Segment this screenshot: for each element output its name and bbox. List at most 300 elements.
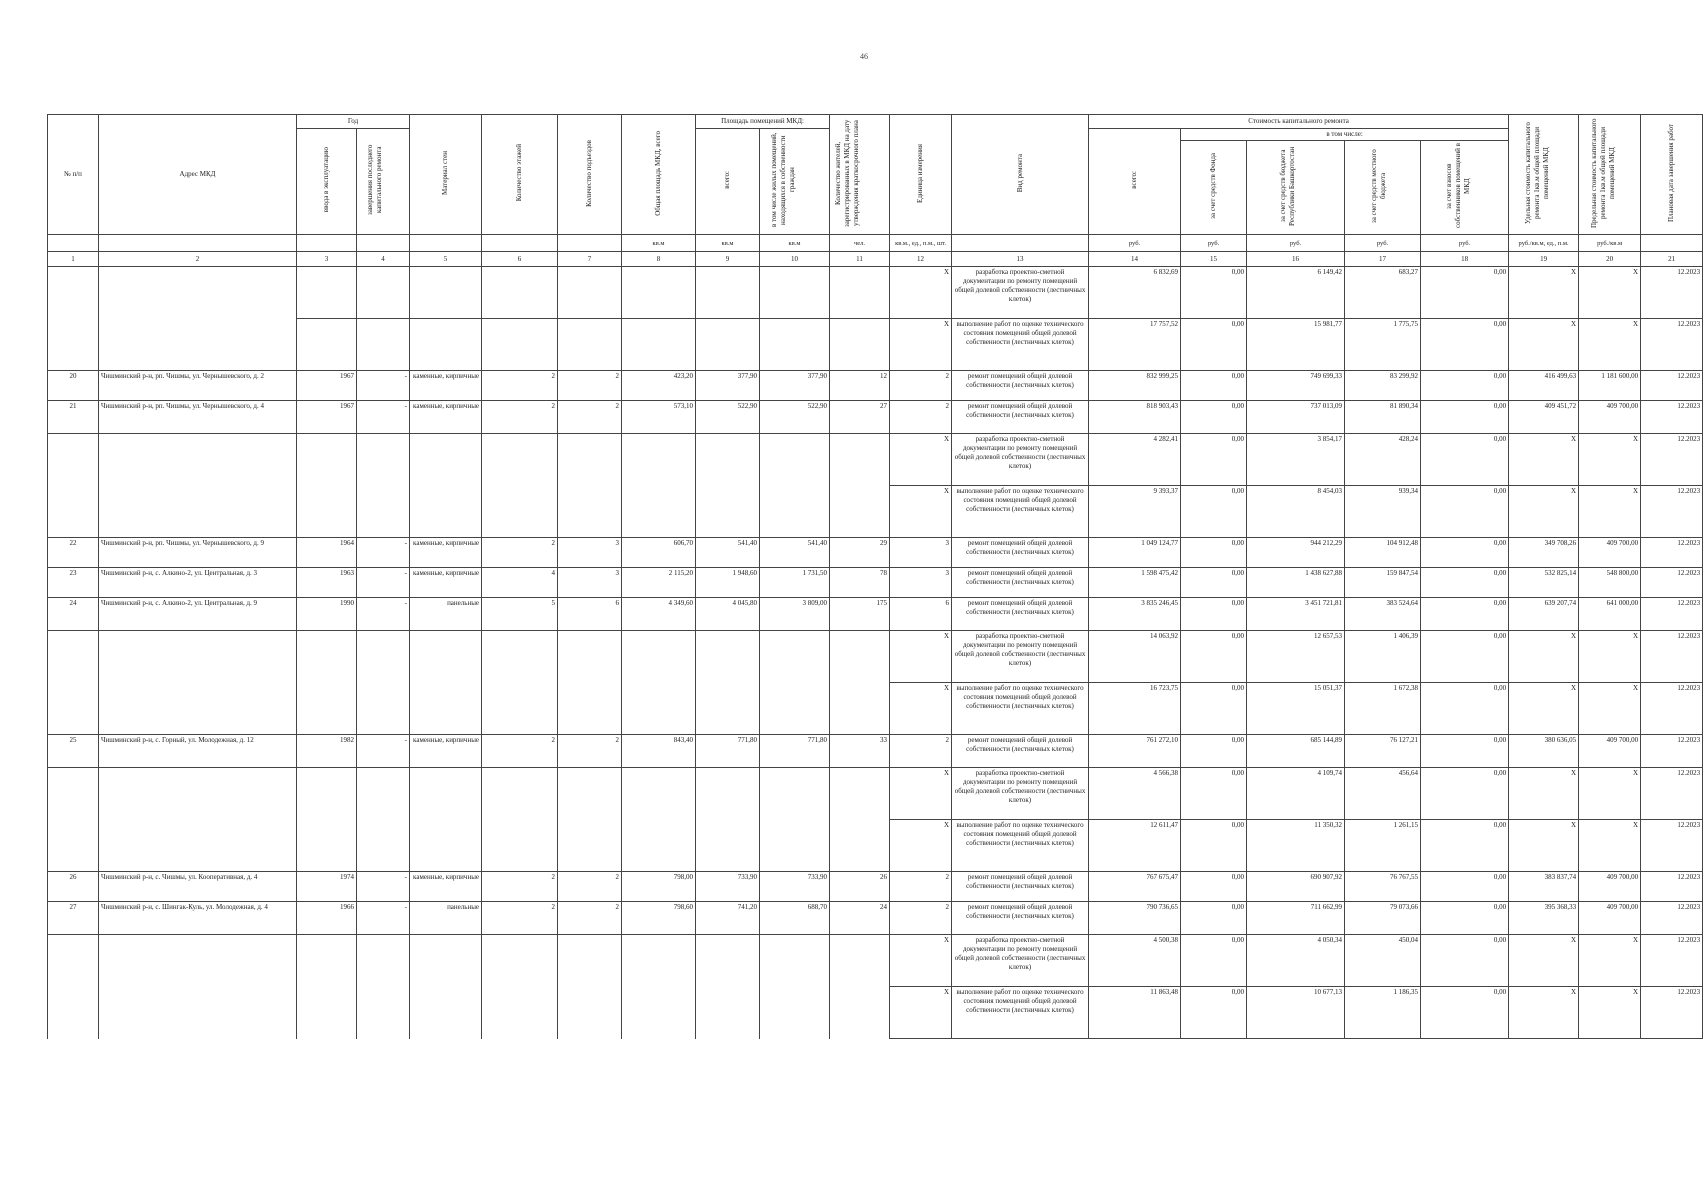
cell-ct: 6 832,69 <box>1089 267 1181 319</box>
table-row <box>48 987 1703 1039</box>
cell-mat <box>410 267 482 319</box>
cell-res <box>830 267 890 319</box>
column-number-cell: 15 <box>1181 252 1247 267</box>
cell-ct: 761 272,10 <box>1089 735 1181 768</box>
cell-d: 12.2023 <box>1641 987 1703 1039</box>
cell-cr: 749 699,33 <box>1247 371 1345 401</box>
unit-cell: кв.м <box>760 235 830 252</box>
column-number-cell: 5 <box>410 252 482 267</box>
cell-fl <box>482 267 558 319</box>
cell-y2 <box>357 683 410 735</box>
table-row <box>48 735 1703 768</box>
cell-addr <box>99 319 297 371</box>
cell-mc: 409 700,00 <box>1579 538 1641 568</box>
cell-en: 2 <box>558 401 622 434</box>
column-number-cell: 20 <box>1579 252 1641 267</box>
header-year-last-repair: завершения последнего капитального ремонта <box>357 129 410 235</box>
cell-cl: 456,64 <box>1345 768 1421 820</box>
cell-y2 <box>357 434 410 486</box>
column-number-cell: 21 <box>1641 252 1703 267</box>
cell-cr: 6 149,42 <box>1247 267 1345 319</box>
cell-mc: X <box>1579 267 1641 319</box>
unit-cell: руб. <box>1421 235 1509 252</box>
cell-ct: 4 566,38 <box>1089 768 1181 820</box>
cell-res <box>830 486 890 538</box>
cell-cr: 4 050,34 <box>1247 935 1345 987</box>
cell-uc: X <box>1509 683 1579 735</box>
header-premises-contrib: в том числе жилых помещений, находящихся в собственности граждан <box>760 129 830 235</box>
cell-n <box>48 683 99 735</box>
table-row <box>48 902 1703 935</box>
cell-n: 21 <box>48 401 99 434</box>
cell-y2 <box>357 768 410 820</box>
cell-work: ремонт помещений общей долевой собственности (лестничных клеток) <box>952 902 1089 935</box>
cell-unit: 6 <box>890 598 952 631</box>
cell-d: 12.2023 <box>1641 538 1703 568</box>
cell-cr: 3 451 721,81 <box>1247 598 1345 631</box>
cell-addr <box>99 768 297 820</box>
header-planned-date: Плановая дата завершения работ <box>1641 115 1703 235</box>
cell-y2: - <box>357 401 410 434</box>
cell-co: 0,00 <box>1421 568 1509 598</box>
unit-cell: руб. <box>1089 235 1181 252</box>
cell-ct: 1 049 124,77 <box>1089 538 1181 568</box>
unit-cell <box>297 235 357 252</box>
cell-y2 <box>357 319 410 371</box>
cell-a <box>622 486 696 538</box>
cell-pc: 771,80 <box>760 735 830 768</box>
table-row <box>48 872 1703 902</box>
cell-res: 26 <box>830 872 890 902</box>
cell-unit: 3 <box>890 538 952 568</box>
cell-pc: 541,40 <box>760 538 830 568</box>
cell-en: 2 <box>558 902 622 935</box>
cell-cf: 0,00 <box>1181 935 1247 987</box>
unit-cell: руб./кв.м, ед., п.м. <box>1509 235 1579 252</box>
cell-cf: 0,00 <box>1181 538 1247 568</box>
cell-a <box>622 434 696 486</box>
cell-n <box>48 631 99 683</box>
cell-y1 <box>297 267 357 319</box>
unit-cell <box>482 235 558 252</box>
cell-n <box>48 820 99 872</box>
cell-uc: 349 708,26 <box>1509 538 1579 568</box>
cell-n <box>48 768 99 820</box>
cell-ct: 4 282,41 <box>1089 434 1181 486</box>
cell-co: 0,00 <box>1421 631 1509 683</box>
cell-fl <box>482 768 558 820</box>
cell-y2: - <box>357 371 410 401</box>
table-row <box>48 768 1703 820</box>
cell-d: 12.2023 <box>1641 267 1703 319</box>
cell-pc <box>760 683 830 735</box>
header-year-commission: ввода в эксплуатацию <box>297 129 357 235</box>
cell-pc <box>760 434 830 486</box>
cell-pc <box>760 319 830 371</box>
header-entrances: Количество подъездов <box>558 115 622 235</box>
cell-work: ремонт помещений общей долевой собственности (лестничных клеток) <box>952 538 1089 568</box>
cell-a: 423,20 <box>622 371 696 401</box>
cell-addr <box>99 434 297 486</box>
column-number-cell: 14 <box>1089 252 1181 267</box>
cell-y1: 1982 <box>297 735 357 768</box>
cell-en: 3 <box>558 568 622 598</box>
cell-mat: каменные, кирпичные <box>410 538 482 568</box>
column-number-cell: 9 <box>696 252 760 267</box>
cell-fl: 2 <box>482 902 558 935</box>
cell-a <box>622 683 696 735</box>
cell-d: 12.2023 <box>1641 935 1703 987</box>
cell-mat <box>410 935 482 987</box>
cell-p: 733,90 <box>696 872 760 902</box>
cell-cl: 104 912,48 <box>1345 538 1421 568</box>
column-number-cell: 2 <box>99 252 297 267</box>
cell-work: ремонт помещений общей долевой собственности (лестничных клеток) <box>952 872 1089 902</box>
cell-pc: 733,90 <box>760 872 830 902</box>
cell-uc: X <box>1509 486 1579 538</box>
cell-d: 12.2023 <box>1641 401 1703 434</box>
cell-addr <box>99 820 297 872</box>
unit-cell <box>952 235 1089 252</box>
cell-p <box>696 486 760 538</box>
cell-y1: 1964 <box>297 538 357 568</box>
cell-p <box>696 987 760 1039</box>
unit-cell <box>558 235 622 252</box>
cell-pc <box>760 987 830 1039</box>
cell-mat <box>410 987 482 1039</box>
cell-en <box>558 319 622 371</box>
cell-unit: 2 <box>890 902 952 935</box>
cell-a <box>622 267 696 319</box>
cell-unit: 2 <box>890 735 952 768</box>
cell-work: выполнение работ по оценке технического состояния помещений общей долевой собственности (лестничных клеток) <box>952 820 1089 872</box>
header-residents: Количество жителей, зарегистрированных в МКД на дату утверждения краткосрочного плана <box>830 115 890 235</box>
cell-mat <box>410 683 482 735</box>
cell-co: 0,00 <box>1421 987 1509 1039</box>
cell-y2 <box>357 820 410 872</box>
cell-cl: 939,34 <box>1345 486 1421 538</box>
header-num: № п/п <box>48 115 99 235</box>
cell-addr <box>99 486 297 538</box>
cell-unit: 2 <box>890 371 952 401</box>
cell-p: 771,80 <box>696 735 760 768</box>
cell-a <box>622 935 696 987</box>
column-number-cell: 18 <box>1421 252 1509 267</box>
cell-y1: 1967 <box>297 401 357 434</box>
cell-fl <box>482 434 558 486</box>
header-cost-fund: за счет средств Фонда <box>1181 141 1247 235</box>
cell-unit: 2 <box>890 872 952 902</box>
cell-en: 2 <box>558 735 622 768</box>
cell-en: 2 <box>558 872 622 902</box>
unit-cell: кв.м., ед., п.м., шт. <box>890 235 952 252</box>
header-cost-republic: за счет средств бюджета Республики Башкортостан <box>1247 141 1345 235</box>
cell-mc: X <box>1579 319 1641 371</box>
cell-res: 24 <box>830 902 890 935</box>
cell-uc: 532 825,14 <box>1509 568 1579 598</box>
cell-fl: 4 <box>482 568 558 598</box>
table-row <box>48 568 1703 598</box>
cell-addr: Чишминский р-н, с. Алкино-2, ул. Центральная, д. 3 <box>99 568 297 598</box>
cell-p <box>696 820 760 872</box>
cell-en <box>558 267 622 319</box>
cell-cl: 76 767,55 <box>1345 872 1421 902</box>
cell-y1: 1966 <box>297 902 357 935</box>
cell-a <box>622 319 696 371</box>
header-incl: в том числе: <box>1181 129 1509 141</box>
header-address: Адрес МКД <box>99 115 297 235</box>
cell-uc: X <box>1509 631 1579 683</box>
cell-res <box>830 631 890 683</box>
cell-mc: X <box>1579 768 1641 820</box>
cell-cr: 12 657,53 <box>1247 631 1345 683</box>
cell-ct: 16 723,75 <box>1089 683 1181 735</box>
cell-y2: - <box>357 872 410 902</box>
cell-fl <box>482 486 558 538</box>
cell-uc: X <box>1509 768 1579 820</box>
cell-fl: 2 <box>482 401 558 434</box>
cell-uc: X <box>1509 987 1579 1039</box>
cell-addr: Чишминский р-н, рп. Чишмы, ул. Чернышевского, д. 4 <box>99 401 297 434</box>
cell-mc: 409 700,00 <box>1579 902 1641 935</box>
header-cost-total: всего: <box>1089 129 1181 235</box>
cell-cf: 0,00 <box>1181 768 1247 820</box>
cell-y1 <box>297 820 357 872</box>
cell-en <box>558 768 622 820</box>
header-premises-group: Площадь помещений МКД: <box>696 115 830 129</box>
cell-work: выполнение работ по оценке технического состояния помещений общей долевой собственности (лестничных клеток) <box>952 486 1089 538</box>
cell-unit: X <box>890 631 952 683</box>
cell-co: 0,00 <box>1421 735 1509 768</box>
cell-cr: 8 454,03 <box>1247 486 1345 538</box>
cell-cr: 4 109,74 <box>1247 768 1345 820</box>
cell-mat: панельные <box>410 902 482 935</box>
units-row <box>48 235 1703 252</box>
unit-cell <box>99 235 297 252</box>
cell-cr: 11 350,32 <box>1247 820 1345 872</box>
cell-cf: 0,00 <box>1181 987 1247 1039</box>
unit-cell: руб. <box>1181 235 1247 252</box>
cell-cl: 1 672,38 <box>1345 683 1421 735</box>
cell-unit: X <box>890 768 952 820</box>
cell-y2 <box>357 267 410 319</box>
cell-cr: 15 981,77 <box>1247 319 1345 371</box>
header-max-cost: Предельная стоимость капитального ремонта 1кв.м общей площади помещений МКД <box>1579 115 1641 235</box>
cell-n: 23 <box>48 568 99 598</box>
cell-unit: X <box>890 319 952 371</box>
cell-en <box>558 631 622 683</box>
cell-co: 0,00 <box>1421 371 1509 401</box>
column-number-cell: 10 <box>760 252 830 267</box>
unit-cell: руб. <box>1247 235 1345 252</box>
cell-d: 12.2023 <box>1641 820 1703 872</box>
cell-ct: 3 835 246,45 <box>1089 598 1181 631</box>
header-year-group: Год <box>297 115 410 129</box>
cell-cl: 383 524,64 <box>1345 598 1421 631</box>
cell-cf: 0,00 <box>1181 872 1247 902</box>
cell-y2 <box>357 631 410 683</box>
cell-ct: 17 757,52 <box>1089 319 1181 371</box>
cell-res <box>830 935 890 987</box>
cell-cr: 1 438 627,88 <box>1247 568 1345 598</box>
unit-cell <box>357 235 410 252</box>
cell-p <box>696 267 760 319</box>
cell-ct: 767 675,47 <box>1089 872 1181 902</box>
cell-res <box>830 768 890 820</box>
cell-d: 12.2023 <box>1641 568 1703 598</box>
cell-p <box>696 319 760 371</box>
cell-mat <box>410 486 482 538</box>
cell-d: 12.2023 <box>1641 872 1703 902</box>
cell-fl <box>482 820 558 872</box>
cell-p: 4 045,80 <box>696 598 760 631</box>
cell-a <box>622 768 696 820</box>
cell-a: 606,70 <box>622 538 696 568</box>
cell-y2: - <box>357 598 410 631</box>
cell-mat <box>410 631 482 683</box>
table-row <box>48 820 1703 872</box>
cell-work: выполнение работ по оценке технического состояния помещений общей долевой собственности (лестничных клеток) <box>952 319 1089 371</box>
cell-pc: 3 809,00 <box>760 598 830 631</box>
cell-ct: 818 903,43 <box>1089 401 1181 434</box>
cell-uc: 409 451,72 <box>1509 401 1579 434</box>
cell-cf: 0,00 <box>1181 371 1247 401</box>
cell-cf: 0,00 <box>1181 319 1247 371</box>
cell-ct: 12 611,47 <box>1089 820 1181 872</box>
cell-cf: 0,00 <box>1181 631 1247 683</box>
cell-p <box>696 935 760 987</box>
cell-work: разработка проектно-сметной документации по ремонту помещений общей долевой собственности (лестничных клеток) <box>952 631 1089 683</box>
table-row <box>48 371 1703 401</box>
unit-cell <box>1641 235 1703 252</box>
cell-res: 29 <box>830 538 890 568</box>
cell-mc: X <box>1579 683 1641 735</box>
cell-fl <box>482 935 558 987</box>
cell-n: 22 <box>48 538 99 568</box>
cell-n <box>48 434 99 486</box>
cell-cl: 159 847,54 <box>1345 568 1421 598</box>
cell-unit: 3 <box>890 568 952 598</box>
cell-mc: 641 000,00 <box>1579 598 1641 631</box>
cell-en <box>558 683 622 735</box>
cell-co: 0,00 <box>1421 820 1509 872</box>
cell-p: 377,90 <box>696 371 760 401</box>
cell-co: 0,00 <box>1421 872 1509 902</box>
cell-co: 0,00 <box>1421 598 1509 631</box>
cell-n <box>48 319 99 371</box>
cell-cf: 0,00 <box>1181 434 1247 486</box>
cell-ct: 790 736,65 <box>1089 902 1181 935</box>
cell-cl: 1 775,75 <box>1345 319 1421 371</box>
cell-d: 12.2023 <box>1641 631 1703 683</box>
cell-a <box>622 820 696 872</box>
cell-addr <box>99 631 297 683</box>
cell-mat: каменные, кирпичные <box>410 568 482 598</box>
cell-pc <box>760 631 830 683</box>
column-number-cell: 7 <box>558 252 622 267</box>
cell-cl: 79 073,66 <box>1345 902 1421 935</box>
cell-n: 25 <box>48 735 99 768</box>
cell-n: 26 <box>48 872 99 902</box>
cell-p <box>696 768 760 820</box>
cell-d: 12.2023 <box>1641 486 1703 538</box>
cell-cr: 3 854,17 <box>1247 434 1345 486</box>
unit-cell <box>410 235 482 252</box>
header-cost-group: Стоимость капитального ремонта <box>1089 115 1509 129</box>
cell-a <box>622 987 696 1039</box>
cell-work: разработка проектно-сметной документации по ремонту помещений общей долевой собственности (лестничных клеток) <box>952 434 1089 486</box>
cell-p <box>696 434 760 486</box>
cell-y1 <box>297 935 357 987</box>
unit-cell <box>48 235 99 252</box>
column-number-cell: 16 <box>1247 252 1345 267</box>
cell-uc: X <box>1509 935 1579 987</box>
cell-work: выполнение работ по оценке технического состояния помещений общей долевой собственности (лестничных клеток) <box>952 987 1089 1039</box>
cell-en <box>558 935 622 987</box>
cell-d: 12.2023 <box>1641 683 1703 735</box>
cell-cf: 0,00 <box>1181 902 1247 935</box>
column-number-cell: 3 <box>297 252 357 267</box>
column-number-cell: 1 <box>48 252 99 267</box>
cell-co: 0,00 <box>1421 902 1509 935</box>
table-row <box>48 319 1703 371</box>
cell-ct: 4 500,38 <box>1089 935 1181 987</box>
unit-cell: кв.м <box>622 235 696 252</box>
table-row <box>48 935 1703 987</box>
cell-co: 0,00 <box>1421 401 1509 434</box>
cell-ct: 14 063,92 <box>1089 631 1181 683</box>
cell-cl: 76 127,21 <box>1345 735 1421 768</box>
cell-fl: 2 <box>482 538 558 568</box>
cell-unit: X <box>890 820 952 872</box>
column-numbers-row <box>48 252 1703 267</box>
cell-cf: 0,00 <box>1181 267 1247 319</box>
cell-d: 12.2023 <box>1641 768 1703 820</box>
cell-mat <box>410 319 482 371</box>
cell-d: 12.2023 <box>1641 598 1703 631</box>
cell-addr <box>99 267 297 319</box>
cell-cf: 0,00 <box>1181 735 1247 768</box>
cell-addr: Чишминский р-н, с. Чишмы, ул. Кооперативная, д. 4 <box>99 872 297 902</box>
cell-n <box>48 935 99 987</box>
cell-mat: каменные, кирпичные <box>410 872 482 902</box>
unit-cell: чел. <box>830 235 890 252</box>
header-cost-local: за счет средств местного бюджета <box>1345 141 1421 235</box>
column-number-cell: 19 <box>1509 252 1579 267</box>
cell-ct: 9 393,37 <box>1089 486 1181 538</box>
cell-a: 573,10 <box>622 401 696 434</box>
cell-cl: 450,04 <box>1345 935 1421 987</box>
page-number: 46 <box>860 52 868 61</box>
column-number-cell: 12 <box>890 252 952 267</box>
cell-en <box>558 434 622 486</box>
cell-y1 <box>297 683 357 735</box>
cell-y1 <box>297 987 357 1039</box>
cell-co: 0,00 <box>1421 538 1509 568</box>
table-row <box>48 683 1703 735</box>
table-row <box>48 538 1703 568</box>
column-number-cell: 8 <box>622 252 696 267</box>
cell-y2: - <box>357 735 410 768</box>
cell-co: 0,00 <box>1421 267 1509 319</box>
cell-res: 175 <box>830 598 890 631</box>
cell-co: 0,00 <box>1421 935 1509 987</box>
cell-a: 4 349,60 <box>622 598 696 631</box>
cell-co: 0,00 <box>1421 486 1509 538</box>
cell-unit: X <box>890 267 952 319</box>
header-unit-cost: Удельная стоимость капитального ремонта 1кв.м общей площади помещений МКД <box>1509 115 1579 235</box>
cell-res <box>830 434 890 486</box>
